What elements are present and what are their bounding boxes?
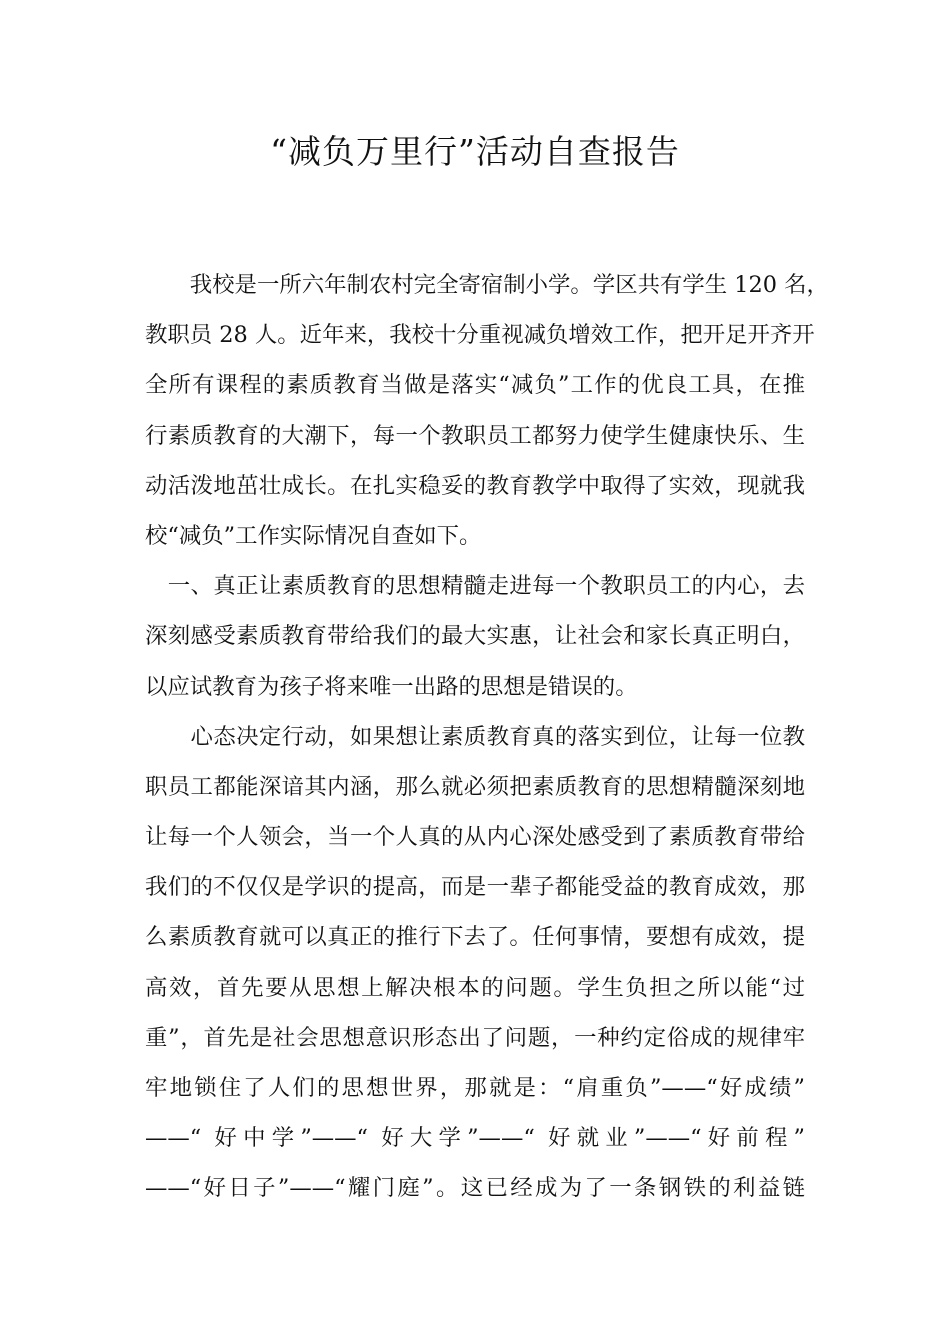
paragraph-line: 我校是一所六年制农村完全寄宿制小学。学区共有学生 120 名， (145, 272, 829, 298)
paragraph-line: 一、真正让素质教育的思想精髓走进每一个教职员工的内心，去 (145, 573, 805, 600)
paragraph-line: 动活泼地茁壮成长。在扎实稳妥的教育教学中取得了实效，现就我 (145, 472, 805, 499)
paragraph-line: 高效，首先要从思想上解决根本的问题。学生负担之所以能“过 (145, 974, 805, 1001)
paragraph-line: 心态决定行动，如果想让素质教育真的落实到位，让每一位教 (145, 723, 805, 750)
paragraph-line: 牢地锁住了人们的思想世界，那就是：“肩重负”——“好成绩” (145, 1075, 805, 1101)
paragraph-line: 职员工都能深谙其内涵，那么就必须把素质教育的思想精髓深刻地 (145, 773, 805, 800)
paragraph-line: 校“减负”工作实际情况自查如下。 (145, 522, 482, 549)
paragraph-line: 么素质教育就可以真正的推行下去了。任何事情，要想有成效，提 (145, 924, 805, 951)
paragraph-line: ——“ 好中学”——“ 好大学”——“ 好就业”——“好前程” (145, 1125, 805, 1152)
paragraph-line: 让每一个人领会，当一个人真的从内心深处感受到了素质教育带给 (145, 824, 805, 851)
paragraph-line: 行素质教育的大潮下，每一个教职员工都努力使学生健康快乐、生 (145, 422, 805, 449)
document-title: “减负万里行”活动自查报告 (270, 132, 680, 171)
paragraph-line: ——“好日子”——“耀门庭”。这已经成为了一条钢铁的利益链 (145, 1175, 805, 1202)
paragraph-line: 教职员 28 人。近年来，我校十分重视减负增效工作，把开足开齐开 (145, 322, 815, 349)
document-body (145, 260, 829, 1214)
paragraph-line: 重”，首先是社会思想意识形态出了问题，一种约定俗成的规律牢 (145, 1024, 805, 1051)
paragraph-line: 我们的不仅仅是学识的提高，而是一辈子都能受益的教育成效，那 (145, 874, 805, 901)
paragraph-line: 全所有课程的素质教育当做是落实“减负”工作的优良工具，在推 (145, 372, 805, 399)
paragraph-line: 深刻感受素质教育带给我们的最大实惠，让社会和家长真正明白， (145, 623, 805, 650)
paragraph-line: 以应试教育为孩子将来唯一出路的思想是错误的。 (145, 673, 638, 700)
